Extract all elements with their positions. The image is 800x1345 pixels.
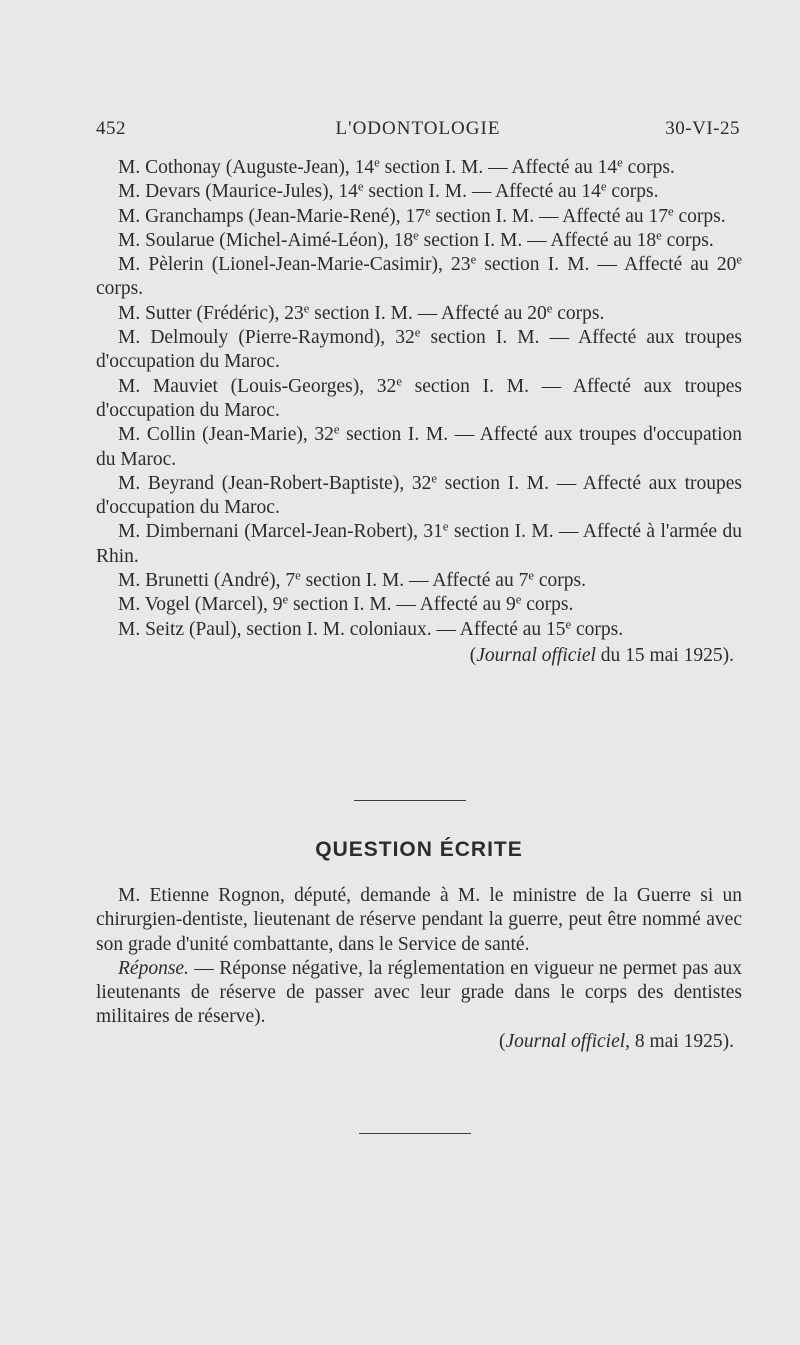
list-item: M. Pèlerin (Lionel-Jean-Marie-Casimir), 23e section I. M. — Affecté au 20e corps.: [96, 252, 742, 300]
list-item: M. Sutter (Frédéric), 23e section I. M. — Affecté au 20e corps.: [118, 301, 605, 324]
list-item: M. Brunetti (André), 7e section I. M. — Affecté au 7e corps.: [118, 568, 586, 592]
list-item: M. Vogel (Marcel), 9e section I. M. — Affecté au 9e corps.: [118, 593, 574, 616]
list-item: M. Granchamps (Jean-Marie-René), 17e section I. M. — Affecté au 17e corps.: [118, 204, 726, 227]
citation-journal: Journal officiel,: [505, 1030, 631, 1052]
page-number: 452: [96, 118, 126, 139]
separator-rule: [354, 800, 466, 801]
list-item: M. Mauviet (Louis-Georges), 32e section I. M. — Affecté aux troupes d'occupation du Maroc.: [96, 374, 743, 421]
journal-title: L'ODONTOLOGIE: [335, 118, 501, 139]
source-citation: [96, 1030, 742, 1054]
section-heading: QUESTION ÉCRITE: [315, 838, 523, 861]
answer-label: Réponse.: [118, 957, 189, 979]
list-item: M. Beyrand (Jean-Robert-Baptiste), 32e section I. M. — Affecté aux troupes d'occupation du Maroc.: [96, 471, 742, 519]
issue-date: 30-VI-25: [665, 118, 740, 139]
citation-open: (: [498, 1030, 506, 1052]
answer-text: — Réponse négative, la réglementation en vigueur ne permet pas aux lieutenants de réserve de passer avec leur grade dans le corps des dentistes militaires de réserve).: [96, 957, 742, 1028]
list-item: M. Seitz (Paul), section I. M. coloniaux. — Affecté au 15e corps.: [118, 617, 624, 640]
answer-paragraph: [96, 957, 742, 1030]
citation-date: 8 mai 1925).: [630, 1030, 734, 1052]
running-header: [96, 118, 740, 146]
list-item: M. Collin (Jean-Marie), 32e section I. M. — Affecté aux troupes d'occupation du Maroc.: [96, 422, 742, 470]
question-text: M. Etienne Rognon, député, demande à M. le ministre de la Guerre si un chirurgien-dentiste, lieutenant de réserve pendant la guerre, peut être nommé avec son grade d'unité combattante, dans le Service de santé.: [96, 885, 742, 955]
citation-date: du 15 mai 1925).: [595, 644, 734, 666]
list-item: M. Delmouly (Pierre-Raymond), 32e section I. M. — Affecté aux troupes d'occupation du Maroc.: [96, 325, 743, 373]
assignment-list: [96, 156, 742, 668]
citation-open: (: [469, 644, 477, 666]
list-item: M. Cothonay (Auguste-Jean), 14e section I. M. — Affecté au 14e corps.: [118, 155, 675, 178]
source-citation: [96, 644, 742, 668]
end-rule: [359, 1133, 471, 1134]
citation-journal: Journal officiel: [476, 644, 596, 666]
question-block: [96, 884, 742, 1054]
list-item: M. Devars (Maurice-Jules), 14e section I. M. — Affecté au 14e corps.: [118, 179, 659, 203]
list-item: M. Dimbernani (Marcel-Jean-Robert), 31e section I. M. — Affecté à l'armée du Rhin.: [96, 520, 742, 567]
list-item: M. Soularue (Michel-Aimé-Léon), 18e section I. M. — Affecté au 18e corps.: [118, 228, 714, 251]
